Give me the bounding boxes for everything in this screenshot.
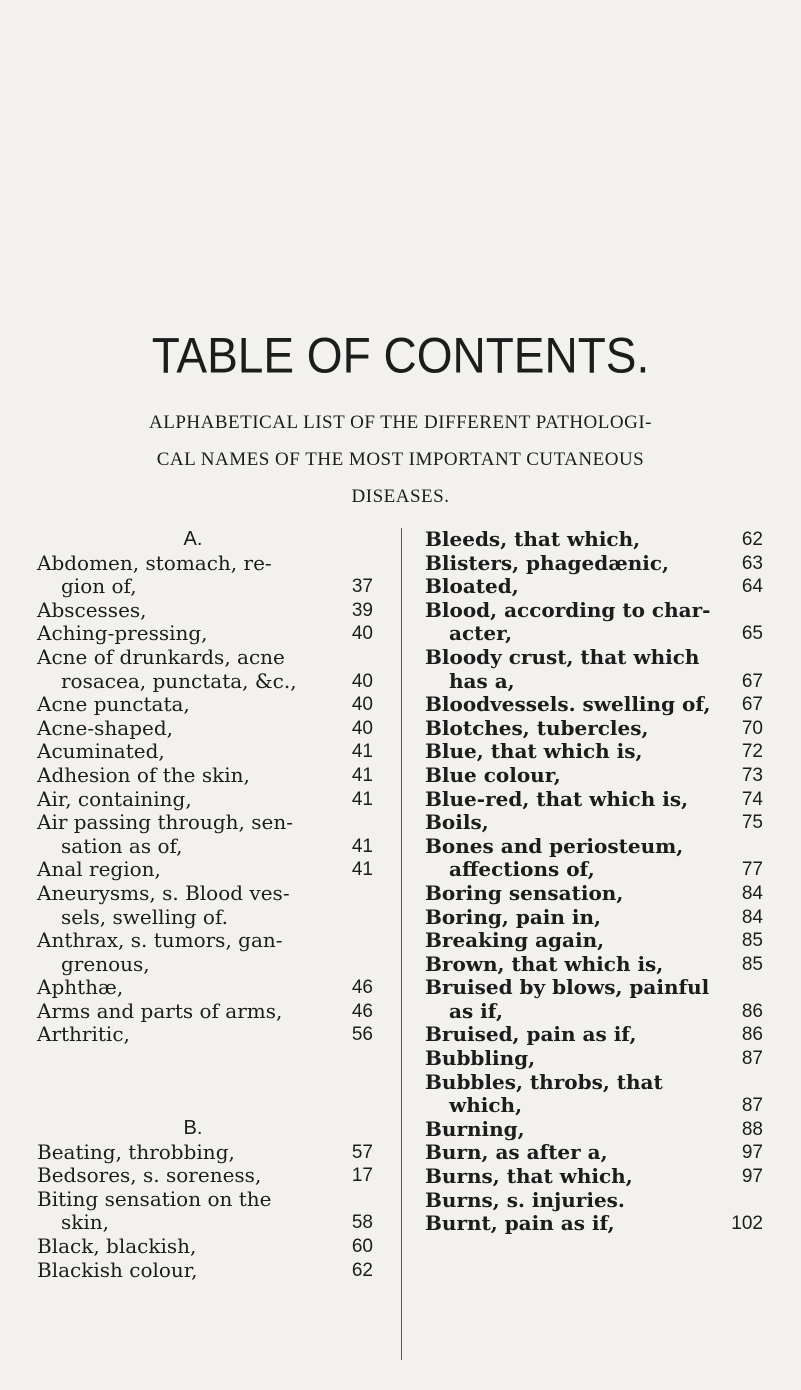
entry-line: Arms and parts of arms, [37, 998, 283, 1023]
entry-page-number: 41 [351, 835, 373, 857]
entry-page-number: 56 [351, 1024, 373, 1046]
entry-label [425, 740, 727, 764]
entry-page-number: 46 [351, 1000, 373, 1022]
entry-page-number: 97 [741, 1142, 763, 1164]
section-heading-b: B. [183, 1117, 203, 1140]
toc-entry [425, 788, 763, 812]
toc-entry [425, 1118, 763, 1142]
toc-entry [425, 835, 763, 882]
right-column [425, 528, 763, 1236]
entry-line: Breaking again, [425, 928, 605, 953]
subtitle-line: CAL NAMES OF THE MOST IMPORTANT CUTANEOUS [156, 449, 645, 471]
entry-label [425, 906, 727, 930]
entry-page-number: 64 [741, 576, 763, 598]
entry-line: Bloodvessels. swelling of, [425, 692, 711, 717]
toc-entry [37, 1259, 373, 1283]
entry-line: Boring, pain in, [425, 904, 601, 929]
entry-page-number: 87 [741, 1095, 763, 1117]
toc-entry [37, 599, 373, 623]
entry-page-number: 41 [351, 788, 373, 810]
entry-page-number: 40 [351, 694, 373, 716]
toc-entry [425, 1165, 763, 1189]
entry-line: acter, [449, 621, 513, 646]
entry-line: Aneurysms, s. Blood ves- [37, 880, 290, 905]
entry-label [37, 717, 337, 741]
toc-entry [425, 1023, 763, 1047]
entry-line: Blisters, phagedænic, [425, 550, 670, 575]
entry-line: affections of, [449, 857, 595, 882]
entry-page-number: 63 [741, 552, 763, 574]
entry-label [425, 1189, 727, 1213]
toc-entry [37, 858, 373, 882]
entry-label [37, 976, 337, 1000]
toc-entry [425, 811, 763, 835]
toc-entry [425, 528, 763, 552]
entry-line: Acne of drunkards, acne [37, 644, 285, 669]
toc-entry [37, 717, 373, 741]
entry-page-number: 37 [351, 576, 373, 598]
subtitle-line: ALPHABETICAL LIST OF THE DIFFERENT PATHOLOGI- [149, 412, 652, 433]
entry-label [425, 811, 727, 835]
column-divider [401, 528, 402, 1360]
entry-label [425, 1047, 727, 1071]
entry-line: Black, blackish, [37, 1234, 197, 1259]
entry-page-number: 40 [351, 670, 373, 692]
entry-page-number: 62 [741, 529, 763, 550]
entry-page-number: 57 [351, 1141, 373, 1163]
entry-page-number: 58 [351, 1212, 373, 1234]
entry-page-number: 17 [351, 1165, 373, 1187]
entry-label [37, 1023, 337, 1047]
entry-label [37, 1188, 337, 1235]
entry-label [425, 599, 727, 646]
entry-line: Blackish colour, [37, 1257, 198, 1282]
section-gap [37, 1047, 373, 1117]
toc-entry [425, 1071, 763, 1118]
entry-label [37, 764, 337, 788]
entry-line: Aching-pressing, [37, 621, 208, 646]
toc-entry [37, 622, 373, 646]
entry-label [425, 764, 727, 788]
entry-line: Blood, according to char- [425, 597, 711, 622]
entry-line: Burns, that which, [425, 1164, 633, 1189]
entry-line: Bloated, [425, 574, 519, 599]
entry-page-number: 41 [351, 764, 373, 786]
entry-line: which, [449, 1093, 523, 1118]
entry-line: Acne punctata, [37, 692, 190, 717]
entry-line: has a, [449, 668, 515, 693]
toc-entry [37, 1164, 373, 1188]
entry-page-number: 86 [741, 1000, 763, 1022]
entry-label [425, 717, 727, 741]
entry-label [37, 858, 337, 882]
entry-page-number: 41 [351, 741, 373, 763]
toc-entry [37, 1188, 373, 1235]
toc-entry [425, 693, 763, 717]
entry-line: Brown, that which is, [425, 951, 664, 976]
entry-label [37, 1164, 337, 1188]
toc-entry [425, 552, 763, 576]
entry-label [425, 882, 727, 906]
entry-line: Bruised by blows, painful [425, 975, 710, 1000]
entry-page-number: 72 [741, 741, 763, 763]
entry-line: as if, [449, 998, 503, 1023]
entry-line: Abscesses, [37, 597, 147, 622]
entry-line: Bubbles, throbs, that [425, 1069, 663, 1094]
entry-page-number: 73 [741, 764, 763, 786]
entry-label [37, 788, 337, 812]
entry-line: Burnt, pain as if, [425, 1211, 615, 1236]
toc-entry [425, 882, 763, 906]
entry-label [37, 552, 337, 599]
entry-page-number: 62 [351, 1259, 373, 1281]
entry-label [37, 740, 337, 764]
entry-line: Anthrax, s. tumors, gan- [37, 928, 283, 953]
entry-label [37, 1000, 337, 1024]
entry-line: Blue, that which is, [425, 739, 643, 764]
entry-label [425, 835, 727, 882]
entry-line: Boring sensation, [425, 880, 624, 905]
entry-page-number: 75 [741, 812, 763, 834]
entry-line: sation as of, [61, 833, 183, 858]
entry-label [425, 1023, 727, 1047]
entry-page-number: 60 [351, 1236, 373, 1258]
entry-label [37, 1141, 337, 1165]
entry-label [37, 646, 337, 693]
toc-entry [425, 1189, 763, 1213]
entry-line: Bubbling, [425, 1046, 536, 1071]
toc-entry [37, 929, 373, 976]
entry-line: Boils, [425, 810, 489, 835]
toc-entry [37, 693, 373, 717]
toc-entry [37, 646, 373, 693]
toc-entry [425, 929, 763, 953]
toc-entry [425, 976, 763, 1023]
toc-entry [425, 906, 763, 930]
entry-page-number: 65 [741, 623, 763, 645]
toc-entry [37, 976, 373, 1000]
toc-entry [37, 811, 373, 858]
entry-page-number: 70 [741, 717, 763, 739]
entry-page-number: 77 [741, 859, 763, 881]
entry-line: Blue colour, [425, 762, 561, 787]
entry-label [37, 882, 337, 929]
entry-line: Bones and periosteum, [425, 833, 684, 858]
entry-page-number: 41 [351, 859, 373, 881]
toc-entry [37, 1023, 373, 1047]
entry-line: Burn, as after a, [425, 1140, 608, 1165]
toc-entry [37, 788, 373, 812]
toc-entry [37, 1141, 373, 1165]
entry-label [37, 599, 337, 623]
entry-label [425, 646, 727, 693]
toc-entry [37, 552, 373, 599]
entry-line: Burning, [425, 1116, 525, 1141]
entry-line: Acne-shaped, [37, 715, 173, 740]
entry-line: Blue-red, that which is, [425, 786, 689, 811]
entry-page-number: 40 [351, 717, 373, 739]
entry-page-number: 46 [351, 977, 373, 999]
entry-label [425, 929, 727, 953]
entry-line: Air, containing, [37, 786, 192, 811]
entry-label [425, 528, 727, 552]
entry-label [37, 693, 337, 717]
entry-line: Bruised, pain as if, [425, 1022, 637, 1047]
entry-page-number: 67 [741, 670, 763, 692]
entry-line: rosacea, punctata, &c., [61, 668, 297, 693]
entry-page-number: 97 [741, 1166, 763, 1188]
entries-a [37, 552, 373, 1047]
entry-label [425, 1165, 727, 1189]
entry-page-number: 87 [741, 1048, 763, 1070]
toc-entry [425, 1047, 763, 1071]
toc-entry [37, 740, 373, 764]
entry-line: Biting sensation on the [37, 1186, 272, 1211]
entry-line: Arthritic, [37, 1022, 130, 1047]
section-heading-a: A. [183, 528, 203, 550]
toc-entry [425, 646, 763, 693]
entry-line: Bedsores, s. soreness, [37, 1163, 262, 1188]
entry-page-number: 74 [741, 788, 763, 810]
entry-line: Bleeds, that which, [425, 527, 641, 551]
entry-label [37, 1259, 337, 1283]
entries-b [37, 1141, 373, 1283]
entry-line: Adhesion of the skin, [37, 762, 250, 787]
entry-label [425, 976, 727, 1023]
entry-label [425, 1118, 727, 1142]
toc-entry [425, 599, 763, 646]
entry-label [425, 552, 727, 576]
entry-page-number: 102 [731, 1213, 763, 1235]
toc-entry [37, 1235, 373, 1259]
entry-label [425, 1141, 727, 1165]
entry-label [425, 953, 727, 977]
entry-label [425, 1071, 727, 1118]
entry-page-number: 88 [741, 1118, 763, 1140]
entry-line: Aphthæ, [37, 975, 124, 1000]
entry-line: Acuminated, [37, 739, 165, 764]
entry-page-number: 85 [741, 953, 763, 975]
entry-label [425, 575, 727, 599]
toc-entry [37, 1000, 373, 1024]
page-title: TABLE OF CONTENTS. [151, 326, 650, 384]
entry-line: gion of, [61, 574, 137, 599]
entry-line: Air passing through, sen- [37, 810, 293, 835]
entry-label [425, 693, 727, 717]
subtitle [40, 404, 761, 515]
toc-entry [425, 1212, 763, 1236]
entry-line: Anal region, [37, 857, 161, 882]
toc-entry [425, 953, 763, 977]
entry-label [37, 622, 337, 646]
entry-label [425, 788, 727, 812]
entry-page-number: 84 [741, 882, 763, 904]
entry-label [37, 929, 337, 976]
entry-line: sels, swelling of. [61, 904, 229, 929]
toc-entry [425, 575, 763, 599]
toc-entry [425, 717, 763, 741]
entry-line: Abdomen, stomach, re- [37, 550, 272, 575]
entry-line: skin, [61, 1210, 110, 1235]
entry-page-number: 39 [351, 599, 373, 621]
entry-page-number: 84 [741, 906, 763, 928]
entry-page-number: 67 [741, 694, 763, 716]
entry-label [425, 1212, 727, 1236]
toc-entry [37, 764, 373, 788]
entry-line: Bloody crust, that which [425, 644, 700, 669]
entry-page-number: 86 [741, 1024, 763, 1046]
entry-label [37, 1235, 337, 1259]
entries-right [425, 528, 763, 1236]
entry-page-number: 40 [351, 623, 373, 645]
entry-line: Beating, throbbing, [37, 1139, 235, 1164]
toc-entry [425, 1141, 763, 1165]
toc-entry [37, 882, 373, 929]
left-column [37, 528, 373, 1282]
subtitle-line: DISEASES. [351, 486, 450, 508]
entry-label [37, 811, 337, 858]
entry-line: grenous, [61, 951, 150, 976]
toc-entry [425, 740, 763, 764]
entry-line: Burns, s. injuries. [425, 1187, 625, 1212]
entry-page-number: 85 [741, 930, 763, 952]
entry-line: Blotches, tubercles, [425, 715, 649, 740]
toc-entry [425, 764, 763, 788]
